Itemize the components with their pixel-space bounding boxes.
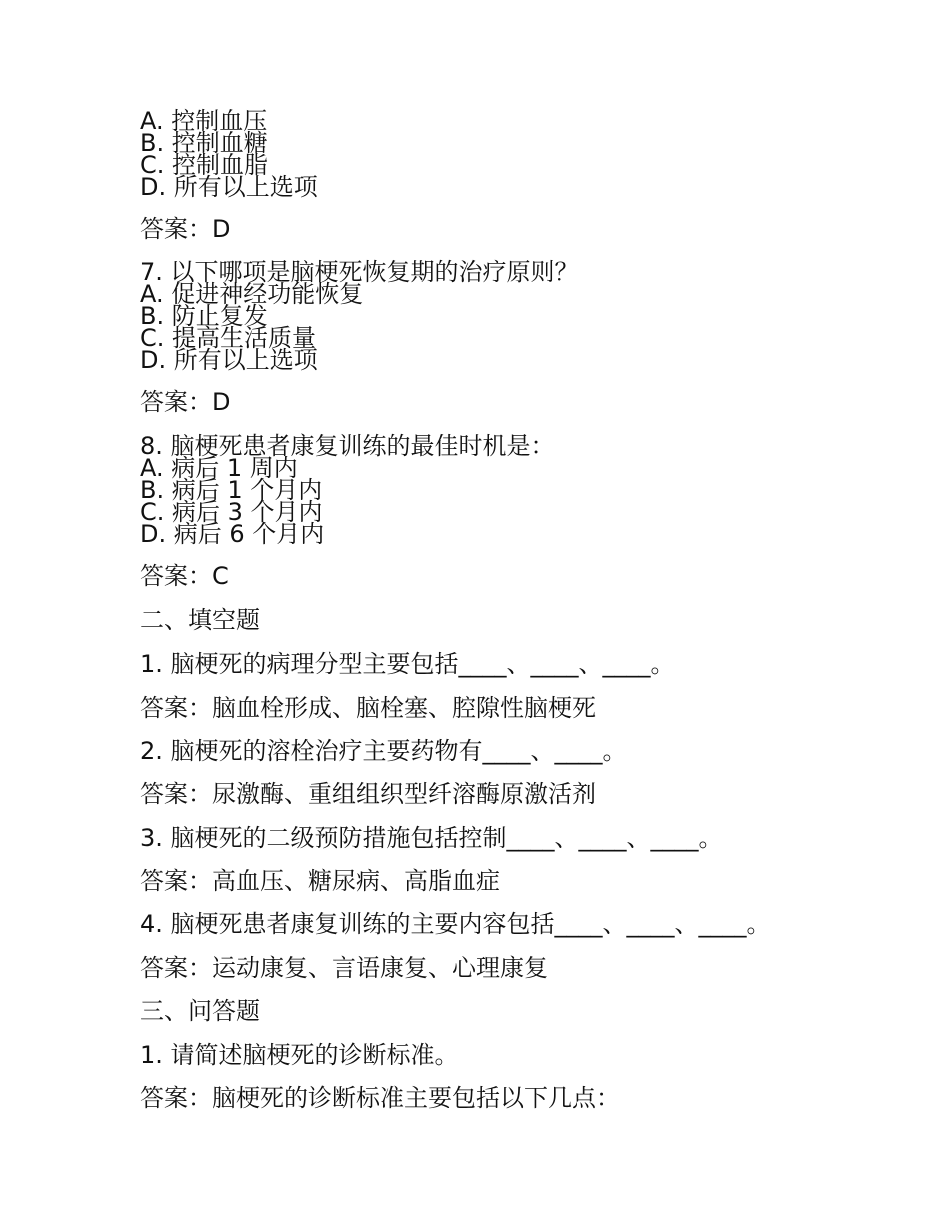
q7-block: [140, 258, 579, 374]
qa-q1: 1. 请简述脑梗死的诊断标准。: [140, 1041, 459, 1069]
q8-block: [140, 432, 555, 548]
option-d: D. 所有以上选项: [140, 173, 318, 201]
option-a: A. 控制血压: [140, 107, 268, 135]
option-c: C. 控制血脂: [140, 151, 269, 179]
option-d: D. 病后 6 个月内: [140, 520, 325, 548]
option-b: B. 控制血糖: [140, 129, 268, 157]
option-c: C. 提高生活质量: [140, 324, 317, 352]
fill-a3: 答案：高血压、糖尿病、高脂血症: [140, 867, 500, 895]
fill-q3: 3. 脑梗死的二级预防措施包括控制____、____、____。: [140, 824, 723, 852]
fill-q4: 4. 脑梗死患者康复训练的主要内容包括____、____、____。: [140, 910, 771, 938]
option-c: C. 病后 3 个月内: [140, 498, 323, 526]
fill-a2: 答案：尿激酶、重组组织型纤溶酶原激活剂: [140, 780, 596, 808]
option-a: A. 促进神经功能恢复: [140, 280, 364, 308]
section3-heading: 三、问答题: [140, 997, 260, 1025]
q6-answer: 答案：D: [140, 215, 231, 243]
q8-answer: 答案：C: [140, 562, 229, 590]
fill-a4: 答案：运动康复、言语康复、心理康复: [140, 954, 548, 982]
q7-answer: 答案：D: [140, 388, 231, 416]
fill-q1: 1. 脑梗死的病理分型主要包括____、____、____。: [140, 650, 675, 678]
option-d: D. 所有以上选项: [140, 346, 318, 374]
q6-options: [140, 107, 318, 201]
q7-question: 7. 以下哪项是脑梗死恢复期的治疗原则？: [140, 258, 579, 286]
qa-a1: 答案：脑梗死的诊断标准主要包括以下几点：: [140, 1084, 620, 1112]
option-b: B. 病后 1 个月内: [140, 476, 323, 504]
section2-heading: 二、填空题: [140, 606, 260, 634]
fill-a1: 答案：脑血栓形成、脑栓塞、腔隙性脑梗死: [140, 694, 596, 722]
option-a: A. 病后 1 周内: [140, 454, 298, 482]
q8-question: 8. 脑梗死患者康复训练的最佳时机是：: [140, 432, 555, 460]
option-b: B. 防止复发: [140, 302, 268, 330]
fill-q2: 2. 脑梗死的溶栓治疗主要药物有____、____。: [140, 737, 627, 765]
